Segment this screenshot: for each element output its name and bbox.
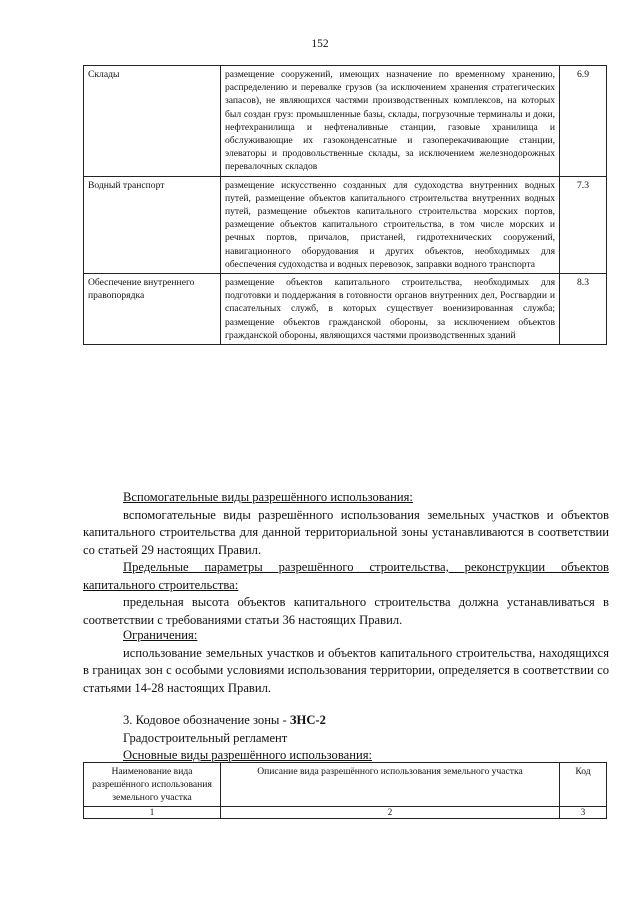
column-header: Код: [560, 763, 607, 807]
column-number: 1: [84, 807, 221, 819]
zone-code: ЗНС-2: [289, 713, 326, 727]
restrictions-section: [83, 627, 609, 697]
table-row: [84, 274, 607, 345]
use-code: 8.3: [560, 274, 607, 345]
main-uses-heading: Основные виды разрешённого использования:: [123, 748, 372, 762]
auxiliary-uses-heading: Вспомогательные виды разрешённого использования:: [123, 490, 413, 504]
use-description: размещение объектов капитального строительства, необходимых для подготовки и поддержания в готовности органов внутренних дел, Росгвардии и спасательных служб, в которых существует военизированная служба; размещение объектов гражданской обороны, за исключением объектов гражданской обороны, являющихся частями производственных зданий: [221, 274, 560, 345]
column-number: 2: [221, 807, 560, 819]
column-header: Наименование вида разрешённого использования земельного участка: [84, 763, 221, 807]
limits-text: предельная высота объектов капитального строительства должна устанавливаться в соответствии с требованиями статьи 36 настоящих Правил.: [83, 595, 609, 627]
limits-heading: Предельные параметры разрешённого строительства, реконструкции объектов капитального строительства:: [83, 560, 609, 592]
zone-section: [83, 712, 609, 765]
page-number: 152: [311, 38, 329, 50]
column-number: 3: [560, 807, 607, 819]
use-code: 6.9: [560, 66, 607, 177]
restrictions-heading: Ограничения:: [123, 628, 198, 642]
table-header-row: [84, 763, 607, 807]
use-description: размещение сооружений, имеющих назначение по временному хранению, распределению и перевалке грузов (за исключением хранения стратегических запасов), не являющихся частями производственных комплексов, на которых был создан груз: промышленные базы, склады, погрузочные терминалы и доки, нефтехранилища и нефтеналивные станции, газовые хранилища и обслуживающие их газоконденсатные и газоперекачивающие станции, элеваторы и продовольственные склады, за исключением железнодорожных перевалочных складов: [221, 66, 560, 177]
use-description: размещение искусственно созданных для судоходства внутренних водных путей, размещение объектов капитального строительства внутренних водных путей, размещение объектов капитального строительства морских портов, размещение объектов капитального строительства, в том числе морских и речных портов, причалов, пристаней, гидротехнических сооружений, навигационного оборудования и других объектов, необходимых для обеспечения судоходства и водных перевозок, заправки водного транспорта: [221, 176, 560, 273]
auxiliary-uses-text: вспомогательные виды разрешённого использования земельных участков и объектов капитального строительства для данной территориальной зоны устанавливаются в соответствии со статьей 29 настоящих Правил.: [83, 507, 609, 557]
land-use-table: [83, 65, 607, 345]
zone-uses-table: [83, 762, 607, 819]
limits-section: [83, 559, 609, 629]
table-row: [84, 176, 607, 273]
auxiliary-uses-section: [83, 489, 609, 559]
regulation-title: Градостроительный регламент: [123, 730, 288, 745]
zone-title: 3. Кодовое обозначение зоны - ЗНС-2: [123, 713, 326, 727]
use-code: 7.3: [560, 176, 607, 273]
use-name: Склады: [84, 66, 221, 177]
table-row: [84, 66, 607, 177]
use-name: Обеспечение внутреннего правопорядка: [84, 274, 221, 345]
use-name: Водный транспорт: [84, 176, 221, 273]
column-header: Описание вида разрешённого использования земельного участка: [221, 763, 560, 807]
restrictions-text: использование земельных участков и объектов капитального строительства, находящихся в границах зон с особыми условиями использования территории, определяется в соответствии со статьями 14-28 настоящих Правил.: [83, 645, 609, 695]
column-number-row: [84, 807, 607, 819]
